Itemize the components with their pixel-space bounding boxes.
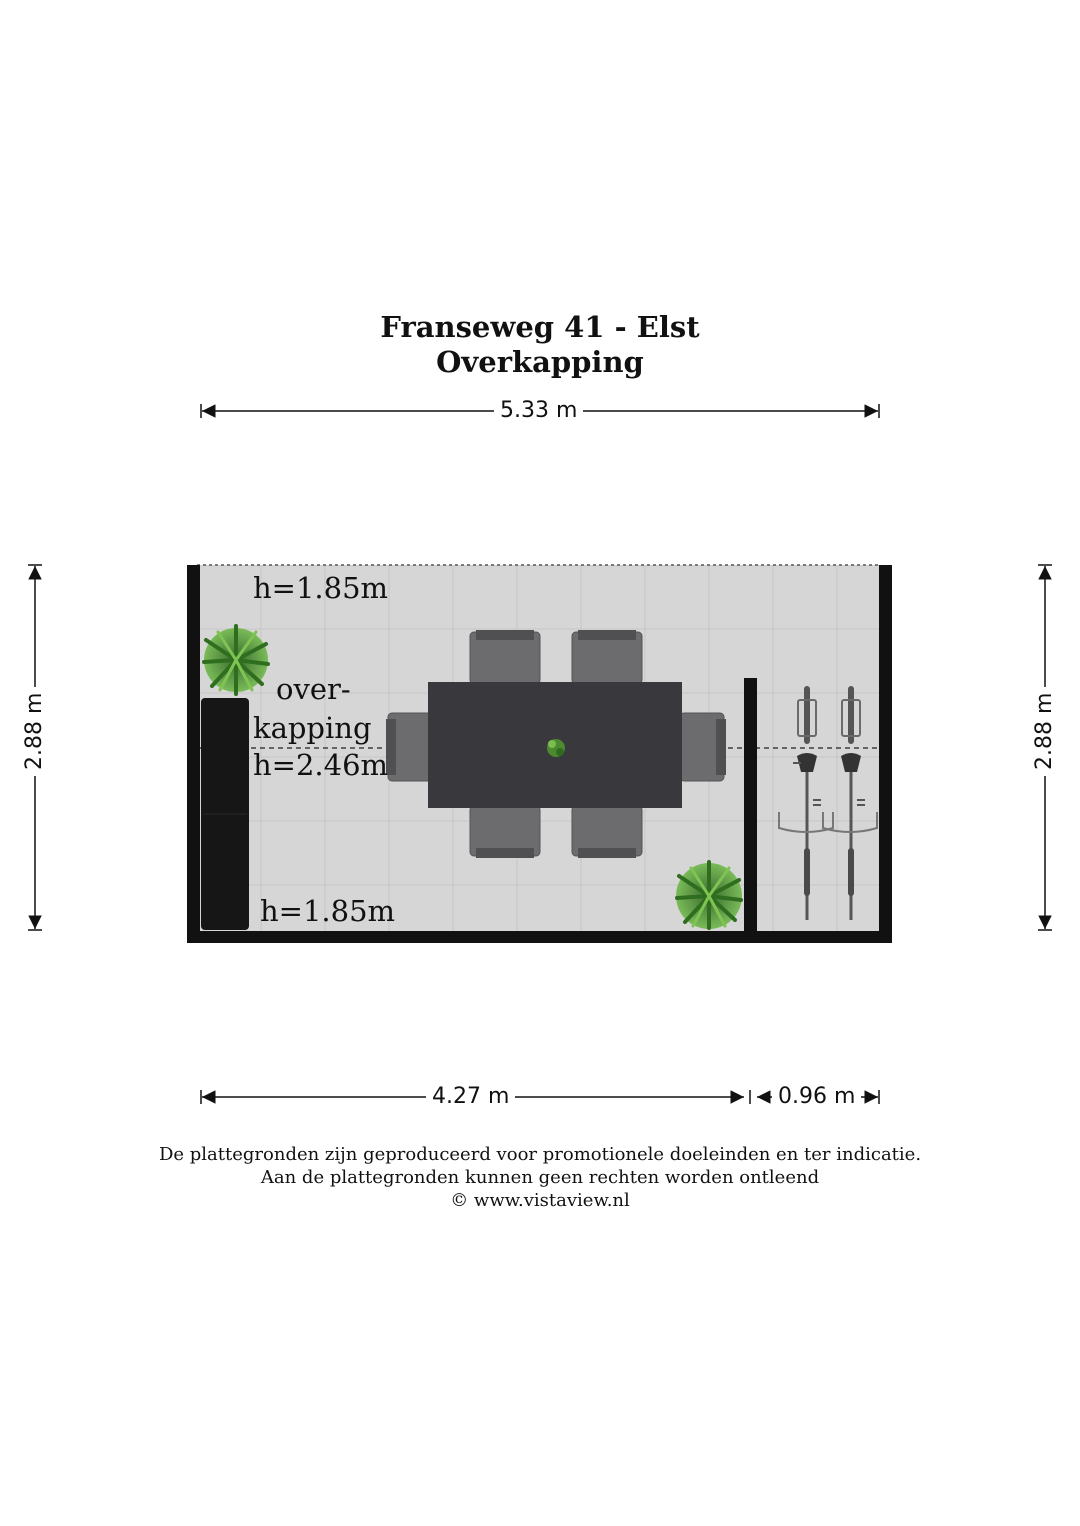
dimension-top-label: 5.33 m bbox=[494, 398, 583, 424]
height-label-bottom: h=1.85m bbox=[260, 894, 396, 928]
height-label-top: h=1.85m bbox=[253, 571, 389, 605]
height-label-mid: h=2.46m bbox=[253, 748, 389, 782]
chair bbox=[680, 713, 726, 781]
dimension-left-label: 2.88 m bbox=[22, 687, 48, 776]
chair bbox=[386, 713, 432, 781]
chair bbox=[470, 806, 540, 858]
table-plant bbox=[547, 739, 565, 757]
disclaimer-line-2: Aan de plattegronden kunnen geen rechten worden ontleend bbox=[260, 1167, 820, 1188]
room-label-line2: kapping bbox=[253, 711, 372, 745]
room-label-line1: over- bbox=[276, 672, 351, 706]
chair bbox=[470, 630, 540, 684]
storage-bench bbox=[201, 698, 249, 930]
plan-subtitle: Overkapping bbox=[436, 345, 644, 379]
chair bbox=[572, 630, 642, 684]
dimension-right-label: 2.88 m bbox=[1032, 687, 1058, 776]
chair bbox=[572, 806, 642, 858]
dimension-bottom-left-label: 4.27 m bbox=[426, 1084, 515, 1110]
plan-title: Franseweg 41 - Elst bbox=[380, 310, 700, 344]
dimension-bottom-right-label: 0.96 m bbox=[772, 1084, 861, 1110]
disclaimer-line-1: De plattegronden zijn geproduceerd voor promotionele doeleinden en ter indicatie. bbox=[158, 1144, 922, 1165]
copyright-line: © www.vistaview.nl bbox=[450, 1190, 630, 1211]
